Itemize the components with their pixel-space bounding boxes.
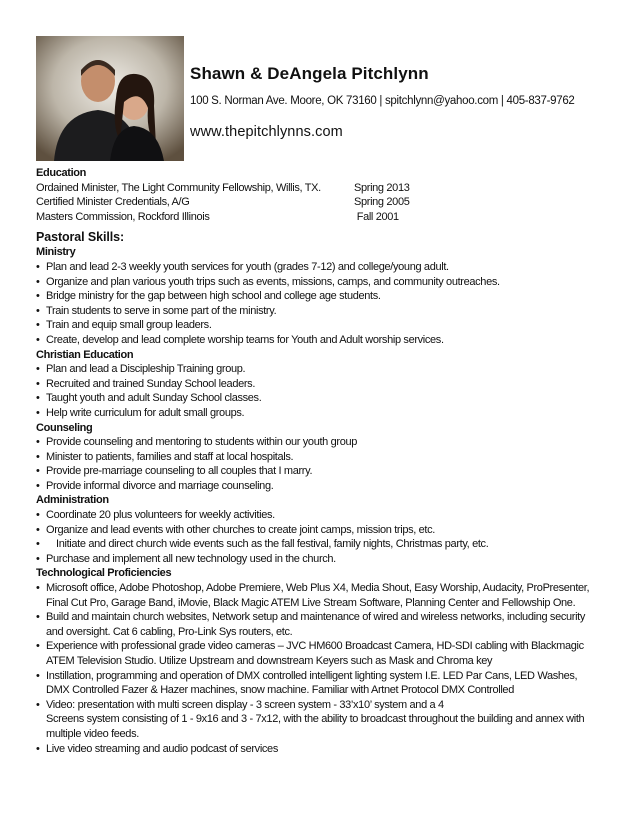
contact-line: 100 S. Norman Ave. Moore, OK 73160 | spitchlynn@yahoo.com | 405-837-9762 [190, 95, 575, 107]
list-item-text: Create, develop and lead complete worship teams for Youth and Adult worship services. [46, 333, 444, 346]
list-item-text: Taught youth and adult Sunday School classes. [46, 392, 262, 405]
list-item [36, 552, 616, 567]
bullet-icon: • [36, 509, 40, 522]
bullet-icon: • [36, 465, 40, 478]
list-item-text: Live video streaming and audio podcast of services [46, 742, 278, 755]
list-item [36, 610, 616, 639]
list-item-text [46, 581, 616, 610]
list-item-text: Organize and lead events with other churches to create joint camps, mission trips, etc. [46, 523, 435, 536]
list-item [36, 464, 616, 479]
list-item-text: Organize and plan various youth trips such as events, missions, camps, and community outreaches. [46, 275, 500, 288]
list-item [36, 362, 616, 377]
education-row [36, 210, 616, 225]
education-date: Fall 2001 [354, 210, 399, 223]
education-heading: Education [36, 167, 87, 179]
bullet-icon: • [36, 582, 40, 595]
bullet-icon: • [36, 698, 40, 711]
bullet-icon: • [36, 436, 40, 449]
education-row [36, 181, 616, 196]
bullet-icon: • [36, 538, 40, 551]
list-item-text: Purchase and implement all new technology used in the church. [46, 552, 336, 565]
list-item [36, 260, 616, 275]
bullet-icon: • [36, 319, 40, 332]
christian-education-heading: Christian Education [36, 348, 134, 361]
resume-name: Shawn & DeAngela Pitchlynn [190, 64, 429, 83]
bullet-icon: • [36, 552, 40, 565]
list-item-text: Coordinate 20 plus volunteers for weekly activities. [46, 509, 275, 522]
list-item-line: Experience with professional grade video cameras – JVC HM600 Broadcast Camera, HD-SDI cabling with Blackmagic [46, 640, 584, 653]
list-item-text: Provide counseling and mentoring to students within our youth group [46, 436, 358, 449]
list-item-line: ATEM Television Studio. Utilize Upstream and downstream Keyers such as Mask and Chroma key [46, 655, 493, 667]
pastoral-skills-heading: Pastoral Skills: [36, 230, 125, 245]
list-item-text: Provide informal divorce and marriage counseling. [46, 479, 274, 492]
list-item-text: Recruited and trained Sunday School leaders. [46, 377, 256, 390]
bullet-icon: • [36, 377, 40, 390]
bullet-icon: • [36, 333, 40, 346]
list-item [36, 537, 616, 552]
technological-heading: Technological Proficiencies [36, 567, 172, 580]
list-item [36, 406, 616, 421]
counseling-heading: Counseling [36, 421, 93, 434]
education-text: Ordained Minister, The Light Community Fellowship, Willis, TX. [36, 181, 321, 194]
education-date: Spring 2005 [354, 196, 410, 209]
profile-photo [36, 36, 184, 161]
list-item-line: Final Cut Pro, Garage Band, iMovie, Black Magic ATEM Live Stream Software, Planning Center and Fellowship One. [46, 596, 576, 609]
list-item [36, 508, 616, 523]
bullet-icon: • [36, 523, 40, 536]
website-link[interactable]: www.thepitchlynns.com [190, 124, 343, 140]
list-item-text [46, 669, 616, 698]
list-item [36, 289, 616, 304]
list-item-line: and oversight. Cat 6 cabling, Pro-Link Sys routers, etc. [46, 625, 293, 638]
list-item [36, 391, 616, 406]
list-item-line: Instillation, programming and operation of DMX controlled intelligent lighting system I.E. LED Par Cans, LED Washes, [46, 669, 578, 682]
bullet-icon: • [36, 290, 40, 303]
administration-heading: Administration [36, 494, 109, 507]
list-item [36, 377, 616, 392]
bullet-icon: • [36, 275, 40, 288]
education-text: Masters Commission, Rockford Illinois [36, 210, 210, 223]
bullet-icon: • [36, 363, 40, 376]
ministry-heading: Ministry [36, 246, 76, 259]
list-item [36, 639, 616, 668]
list-item-text: Bridge ministry for the gap between high school and college age students. [46, 290, 381, 303]
list-item [36, 581, 616, 610]
list-item-text: Minister to patients, families and staff at local hospitals. [46, 450, 294, 463]
bullet-icon: • [36, 640, 40, 653]
list-item-text: Plan and lead a Discipleship Training group. [46, 363, 246, 376]
list-item [36, 479, 616, 494]
bullet-icon: • [36, 450, 40, 463]
bullet-icon: • [36, 742, 40, 755]
list-item [36, 275, 616, 290]
list-item-line: Video: presentation with multi screen display - 3 screen system - 33’x10’ system and a 4 [46, 698, 444, 711]
list-item-text: Train students to serve in some part of the ministry. [46, 304, 277, 317]
list-item [36, 450, 616, 465]
list-item [36, 698, 616, 742]
list-item-line: multiple video feeds. [46, 727, 139, 740]
bullet-icon: • [36, 406, 40, 419]
list-item [36, 742, 616, 757]
bullet-icon: • [36, 669, 40, 682]
list-item-line: Microsoft office, Adobe Photoshop, Adobe Premiere, Web Plus X4, Media Shout, Easy Worship, Audacity, ProPresenter, [46, 582, 590, 595]
education-date: Spring 2013 [354, 181, 410, 194]
list-item-line: Build and maintain church websites, Network setup and maintenance of wired and wireless networks, including security [46, 611, 586, 624]
list-item [36, 523, 616, 538]
bullet-icon: • [36, 260, 40, 273]
list-item [36, 669, 616, 698]
list-item-text [46, 639, 616, 668]
education-row [36, 195, 616, 210]
list-item-text: Plan and lead 2-3 weekly youth services for youth (grades 7-12) and college/young adult. [46, 260, 449, 273]
list-item [36, 435, 616, 450]
list-item-text [46, 610, 616, 639]
list-item-text: Provide pre-marriage counseling to all couples that I marry. [46, 465, 313, 478]
list-item [36, 333, 616, 348]
list-item-text: Train and equip small group leaders. [46, 319, 212, 332]
list-item [36, 318, 616, 333]
list-item [36, 304, 616, 319]
bullet-icon: • [36, 479, 40, 492]
bullet-icon: • [36, 392, 40, 405]
bullet-icon: • [36, 304, 40, 317]
list-item-text: Help write curriculum for adult small groups. [46, 406, 245, 419]
education-text: Certified Minister Credentials, A/G [36, 196, 190, 209]
bullet-icon: • [36, 611, 40, 624]
list-item-line: Screens system consisting of 1 - 9x16 and 3 - 7x12, with the ability to broadcast throughout the building and annex with [46, 713, 585, 726]
list-item-line: DMX Controlled Fazer & Hazer machines, snow machine. Familiar with Artnet Protocol DMX Controlled [46, 684, 514, 697]
list-item-text [46, 698, 616, 742]
resume-body [36, 166, 616, 756]
list-item-text: Initiate and direct church wide events such as the fall festival, family nights, Christmas party, etc. [56, 538, 489, 551]
